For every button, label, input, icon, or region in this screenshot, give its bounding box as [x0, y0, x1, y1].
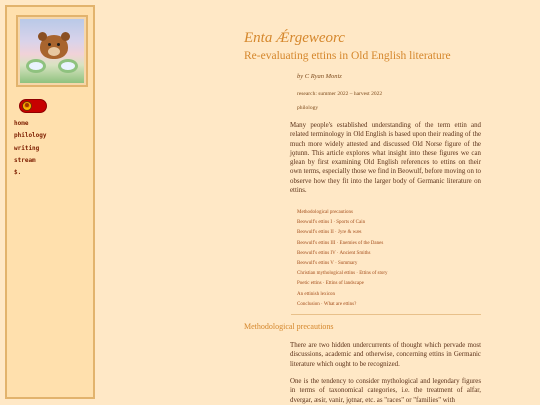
page-subtitle: Re-evaluating ettins in Old English literature [244, 50, 451, 62]
toc-item[interactable]: Conclusion · What are ettins? [297, 301, 357, 307]
tag-label: philology [297, 105, 319, 111]
nav-stream-link[interactable]: stream [14, 156, 36, 164]
bear-eye-left [48, 43, 51, 46]
avatar [20, 19, 84, 83]
bear-ear-right [61, 32, 70, 41]
toc-item[interactable]: Christian mythological ettins · Ettins of story [297, 271, 388, 277]
section-divider [291, 314, 481, 315]
nav-home-link[interactable]: home [14, 120, 29, 127]
float-icon-right [58, 59, 78, 73]
toc-item[interactable]: Beowulf's ettins II · Jyre & wæs [297, 230, 362, 236]
bear-eye-right [57, 43, 60, 46]
toc-item[interactable]: Beowulf's ettins V · Summary [297, 261, 358, 267]
author-line: by C Ryan Moniz [297, 73, 342, 80]
table-of-contents [297, 208, 473, 310]
paragraph: One is the tendency to consider mythological and legendary figures in terms of taxonomical categories, i.e. the treatment of alfar, dvergar, æsir, vanir, jǫtnar, etc. as "races" or "families" with [290, 378, 481, 404]
toc-item[interactable]: An ettinish lexicon [297, 291, 336, 297]
bear-snout [48, 47, 60, 56]
toc-item[interactable]: Methodological precautions [297, 210, 353, 215]
sidebar-nav [14, 118, 94, 179]
float-icon-left [26, 59, 46, 73]
date-range: research: summer 2022 – harvest 2022 [297, 91, 383, 97]
theme-toggle[interactable] [19, 99, 47, 113]
toc-item[interactable]: Beowulf's ettins IV · Ancient Smiths [297, 250, 371, 256]
toc-item[interactable]: Beowulf's ettins I · Sports of Cain [297, 220, 366, 226]
nav-writing-link[interactable]: writing [14, 144, 40, 152]
intro-paragraph: Many people's established understanding of the term ettin and related terminology in Old English is based upon their reading of the much more widely attested and discussed Old Norse figure of the jǫtunn. This article explores what insight into these figures we can glean by first examining Old English references to ettins on their own terms, especially those we find in Beowulf, before moving on to observe how they fit into the larger body of Germanic literature on ettins. [290, 122, 481, 194]
paragraph: There are two hidden undercurrents of thought which pervade most discussions, academic and otherwise, concerning ettins in Germanic literature which ought to be recognized. [290, 342, 481, 368]
toc-item[interactable]: Beowulf's ettins III · Enemies of the Danes [297, 240, 384, 246]
sun-toggle-icon: ✹ [23, 101, 31, 110]
avatar-frame [16, 15, 88, 87]
section-heading: Methodological precautions [244, 322, 334, 331]
toc-item[interactable]: Poetic ettins · Ettins of landscape [297, 281, 364, 287]
bear-icon [40, 35, 68, 59]
page-title: Enta Ǽrgeweorc [244, 30, 345, 46]
bear-ear-left [38, 32, 47, 41]
sidebar [5, 5, 95, 399]
nav-philology-link[interactable]: philology [14, 132, 47, 140]
nav-shell-link[interactable]: $. [14, 169, 22, 177]
